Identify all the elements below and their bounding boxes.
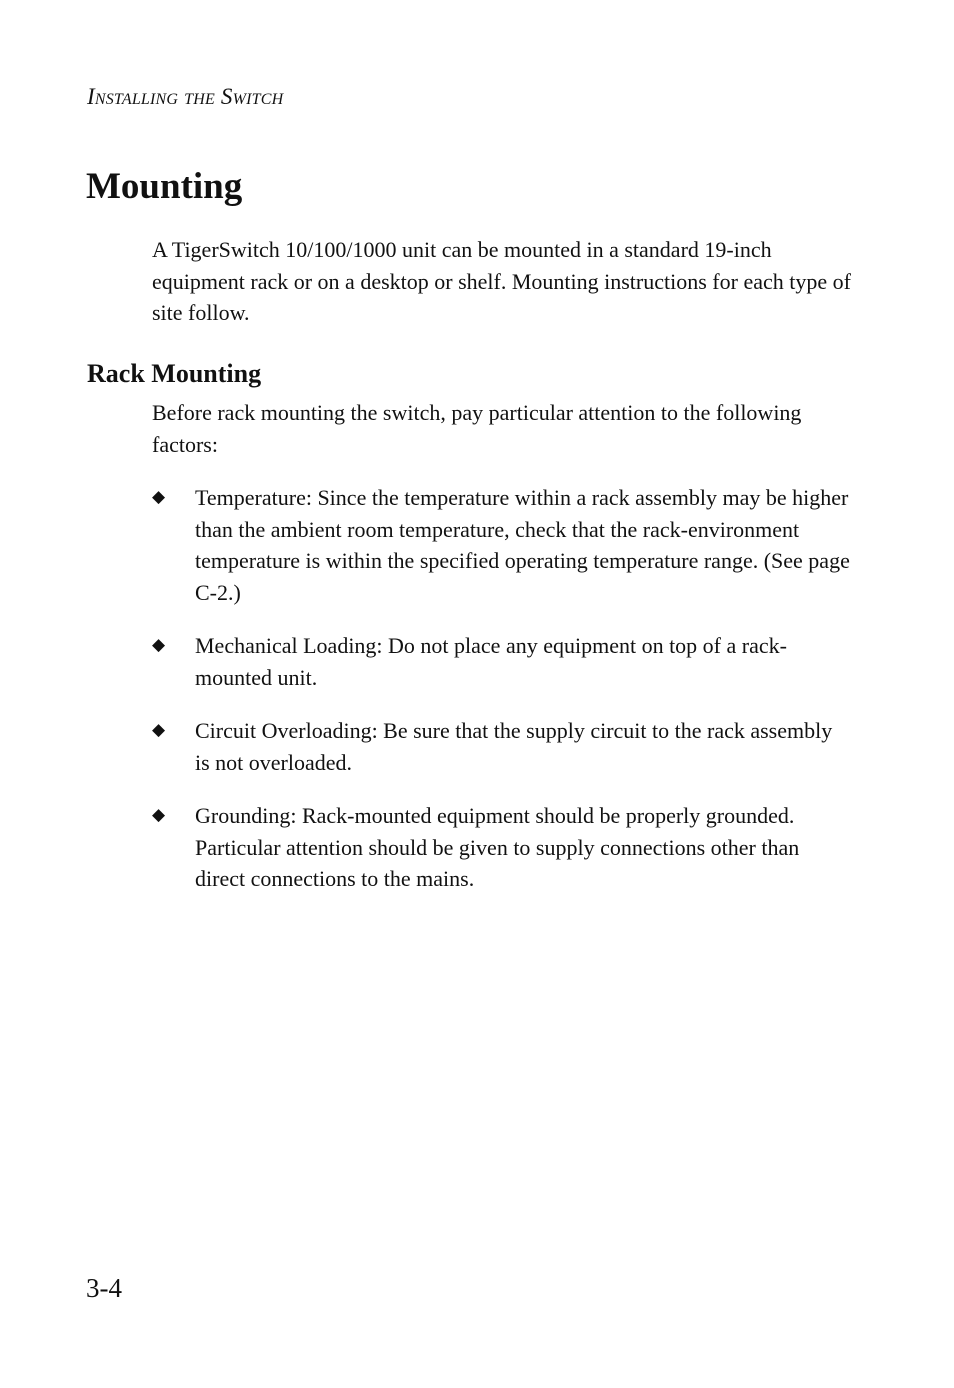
list-item bbox=[152, 715, 852, 778]
factors-list bbox=[152, 482, 852, 917]
list-item-text: Mechanical Loading: Do not place any equipment on top of a rack-mounted unit. bbox=[195, 633, 787, 690]
diamond-bullet-icon: ◆ bbox=[152, 805, 166, 825]
list-item-text: Grounding: Rack-mounted equipment should be properly grounded. Particular attention should be given to supply connections other than direct connections to the mains. bbox=[195, 803, 800, 891]
list-item-text: Temperature: Since the temperature within a rack assembly may be higher than the ambient room temperature, check that the rack-environment temperature is within the specified operating temperature range. (See page C-2.) bbox=[195, 485, 850, 605]
list-item-text: Circuit Overloading: Be sure that the supply circuit to the rack assembly is not overloaded. bbox=[195, 718, 833, 775]
diamond-bullet-icon: ◆ bbox=[152, 720, 166, 740]
page-number: 3-4 bbox=[86, 1273, 122, 1303]
list-item bbox=[152, 800, 852, 895]
list-item bbox=[152, 630, 852, 693]
diamond-bullet-icon: ◆ bbox=[152, 487, 166, 507]
running-header: Installing the Switch bbox=[87, 84, 284, 109]
list-item bbox=[152, 482, 852, 608]
section-intro-paragraph: A TigerSwitch 10/100/1000 unit can be mounted in a standard 19-inch equipment rack or on a desktop or shelf. Mounting instructions for each type of site follow. bbox=[152, 237, 851, 325]
subsection-intro-paragraph: Before rack mounting the switch, pay particular attention to the following factors: bbox=[152, 400, 802, 457]
diamond-bullet-icon: ◆ bbox=[152, 635, 166, 655]
section-title: Mounting bbox=[86, 166, 243, 207]
subsection-title: Rack Mounting bbox=[87, 359, 262, 388]
